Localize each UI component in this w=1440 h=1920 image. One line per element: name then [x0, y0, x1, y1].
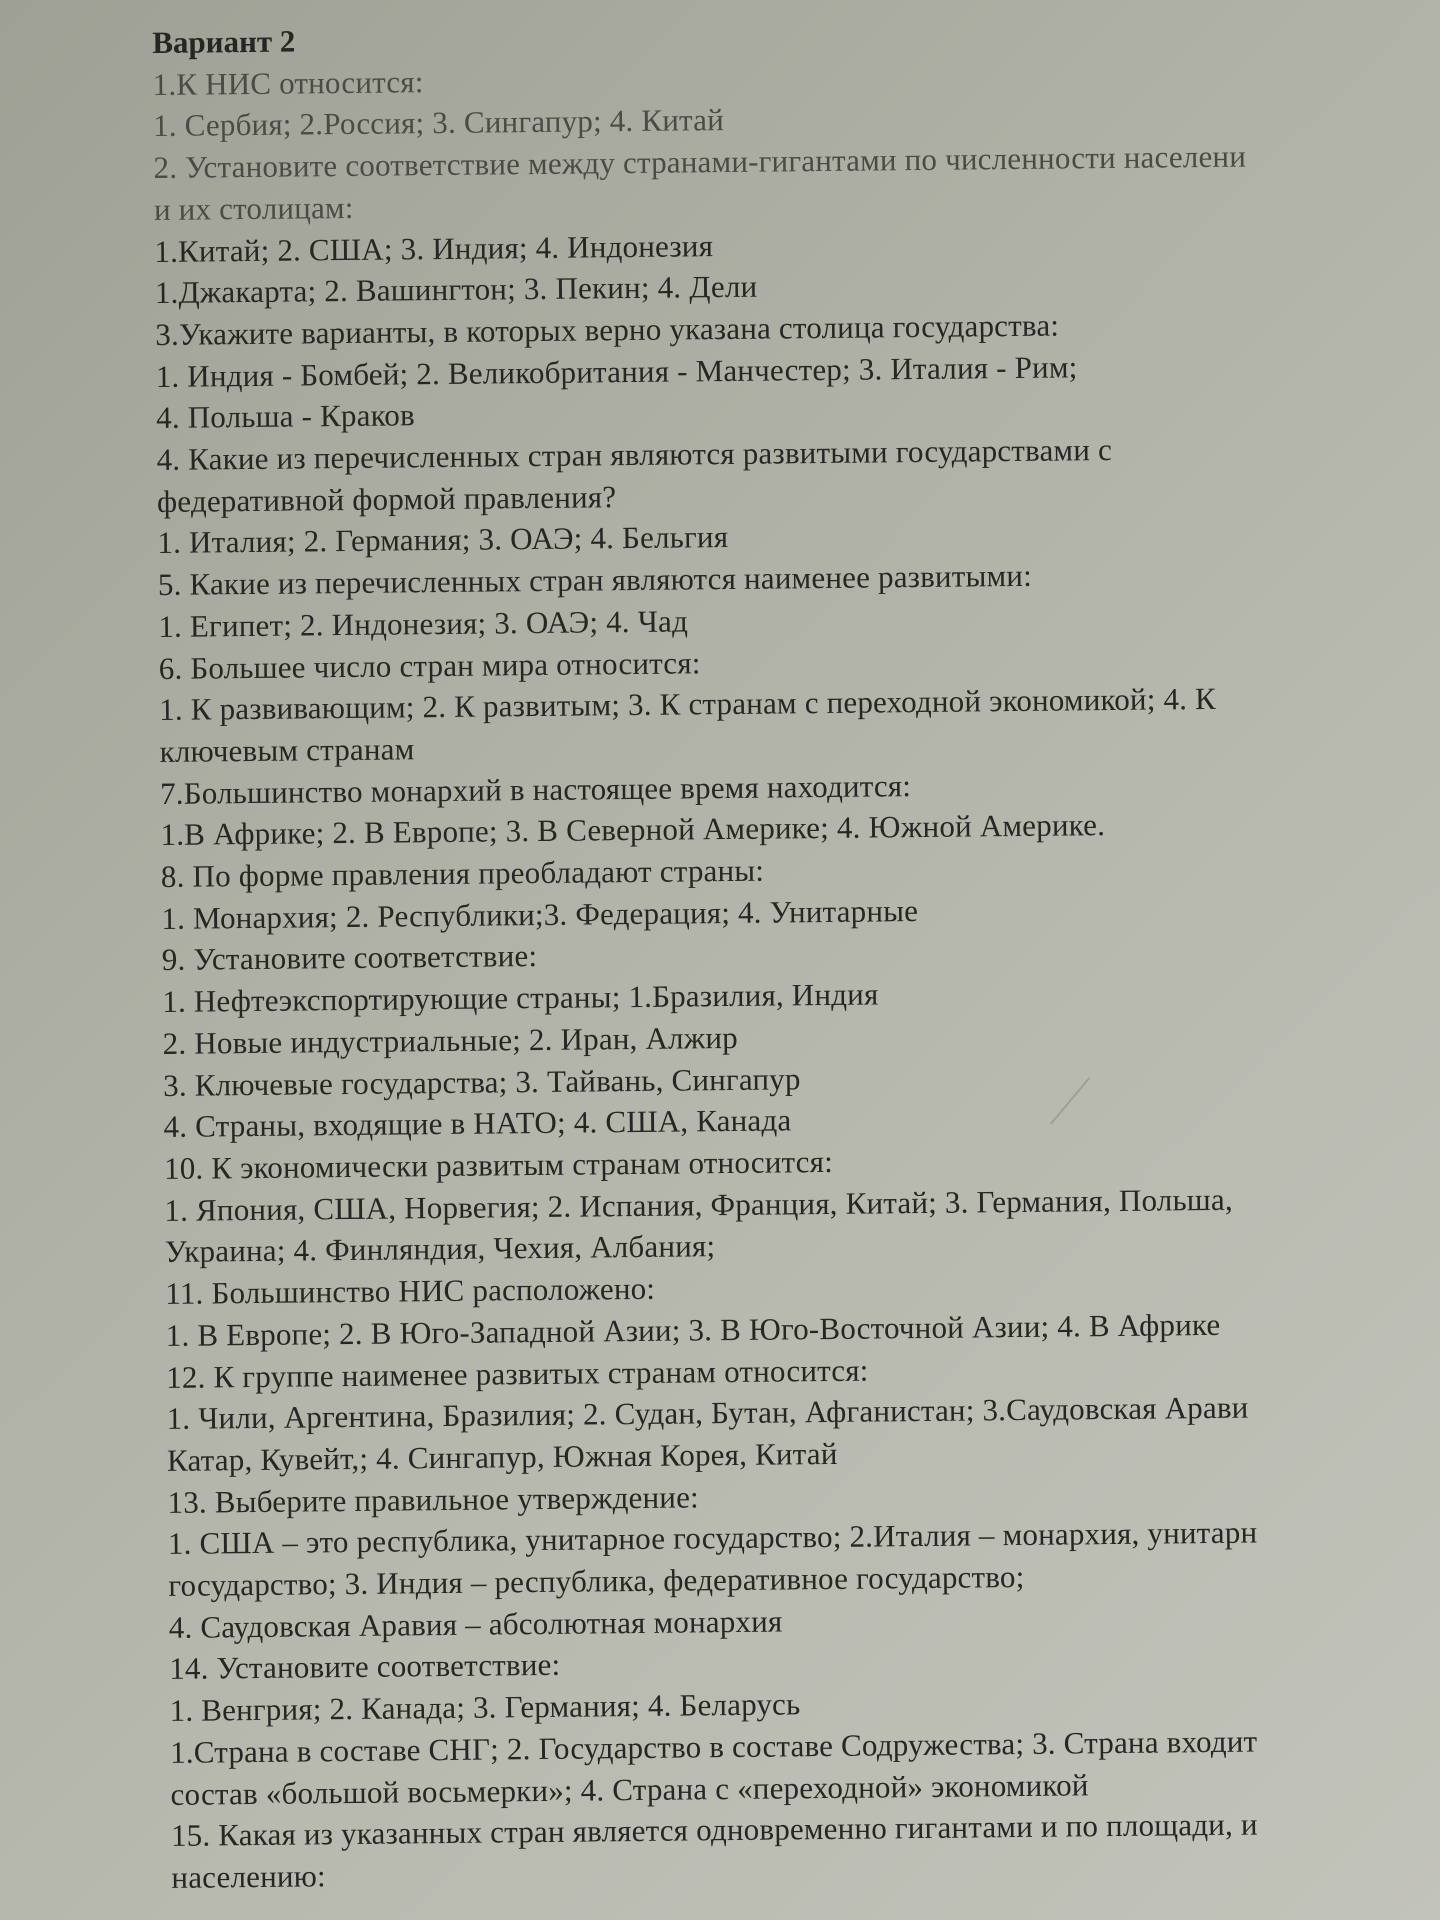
document-line: 4. Какие из перечисленных стран являются развитыми государствами с	[156, 432, 1113, 478]
document-title: Вариант 2	[152, 23, 296, 60]
document-line: 1. Нефтеэкспортирующие страны; 1.Бразилия, Индия	[162, 976, 879, 1020]
document-lines	[152, 50, 1440, 1898]
document-line: 3. Ключевые государства; 3. Тайвань, Сингапур	[162, 1060, 801, 1103]
document-line: 1. Италия; 2. Германия; 3. ОАЭ; 4. Бельгия	[157, 519, 729, 561]
document-line: 1. В Европе; 2. В Юго-Западной Азии; 3. В Юго-Восточной Азии; 4. В Африке	[165, 1306, 1221, 1353]
document-line: 6. Большее число стран мира относится:	[158, 644, 701, 686]
document-line: 1.Джакарта; 2. Вашингтон; 3. Пекин; 4. Дели	[154, 268, 758, 311]
document-line: 1. Чили, Аргентина, Бразилия; 2. Судан, Бутан, Афганистан; 3.Саудовская Арави	[166, 1389, 1249, 1437]
document-line: 7.Большинство монархий в настоящее время находится:	[159, 767, 912, 811]
document-line: 12. К группе наименее развитых странам относится:	[166, 1352, 869, 1395]
document-line: 14. Установите соответствие:	[169, 1647, 561, 1687]
document-line: состав «большой восьмерки»; 4. Страна с «переходной» экономикой	[170, 1766, 1089, 1812]
document-line: 13. Выберите правильное утверждение:	[167, 1478, 700, 1520]
document-line: ключевым странам	[159, 731, 415, 769]
document-line: федеративной формой правления?	[156, 478, 617, 519]
document-line: 1. Сербия; 2.Россия; 3. Сингапур; 4. Китай	[152, 102, 725, 144]
document-line: населению:	[171, 1858, 327, 1895]
document-line: 4. Саудовская Аравия – абсолютная монархия	[168, 1603, 783, 1645]
document-line: 2. Новые индустриальные; 2. Иран, Алжир	[162, 1019, 739, 1061]
document-line: 1. Монархия; 2. Республики;3. Федерация; 4. Унитарные	[161, 892, 919, 936]
document-line: 9. Установите соответствие:	[161, 938, 538, 978]
document-line: 4. Страны, входящие в НАТО; 4. США, Канада	[163, 1102, 792, 1145]
document-line: 5. Какие из перечисленных стран являются наименее развитыми:	[157, 557, 1033, 603]
document-line: Украина; 4. Финляндия, Чехия, Албания;	[164, 1228, 716, 1270]
document-line: 2. Установите соответствие между странами-гигантами по численности населени	[153, 138, 1247, 186]
document-line: 1.Страна в составе СНГ; 2. Государство в составе Содружества; 3. Страна входит	[169, 1723, 1258, 1770]
document-line: 1.Китай; 2. США; 3. Индия; 4. Индонезия	[154, 227, 714, 269]
document-line: 1. Япония, США, Норвегия; 2. Испания, Франция, Китай; 3. Германия, Польша,	[164, 1181, 1233, 1228]
document-line: 1. К развивающим; 2. К развитым; 3. К странам с переходной экономикой; 4. К	[159, 681, 1217, 728]
document-line: 1.К НИС относится:	[152, 63, 424, 102]
document-line: 1. США – это республика, унитарное государство; 2.Италия – монархия, унитарн	[167, 1514, 1258, 1562]
document-line: 10. К экономически развитым странам относится:	[163, 1143, 834, 1186]
document-content	[152, 8, 1440, 1898]
document-line: 11. Большинство НИС расположено:	[165, 1270, 656, 1312]
document-line: 8. По форме правления преобладают страны:	[160, 852, 765, 895]
document-line: 1. Индия - Бомбей; 2. Великобритания - Манчестер; 3. Италия - Рим;	[155, 348, 1078, 394]
document-line: 1.В Африке; 2. В Европе; 3. В Северной Америке; 4. Южной Америке.	[160, 807, 1106, 853]
document-line: 15. Какая из указанных стран является одновременно гигантами и по площади, и	[170, 1806, 1258, 1854]
document-line: и их столицам:	[153, 189, 354, 227]
document-line: 1. Египет; 2. Индонезия; 3. ОАЭ; 4. Чад	[158, 603, 689, 644]
document-line: 3.Укажите варианты, в которых верно указана столица государства:	[155, 307, 1060, 352]
document-line: государство; 3. Индия – республика, федеративное государство;	[168, 1558, 1025, 1603]
document-line: 4. Польша - Краков	[155, 397, 416, 436]
document-line: 1. Венгрия; 2. Канада; 3. Германия; 4. Беларусь	[169, 1686, 801, 1729]
document-line: Катар, Кувейт,; 4. Сингапур, Южная Корея, Китай	[166, 1435, 838, 1478]
